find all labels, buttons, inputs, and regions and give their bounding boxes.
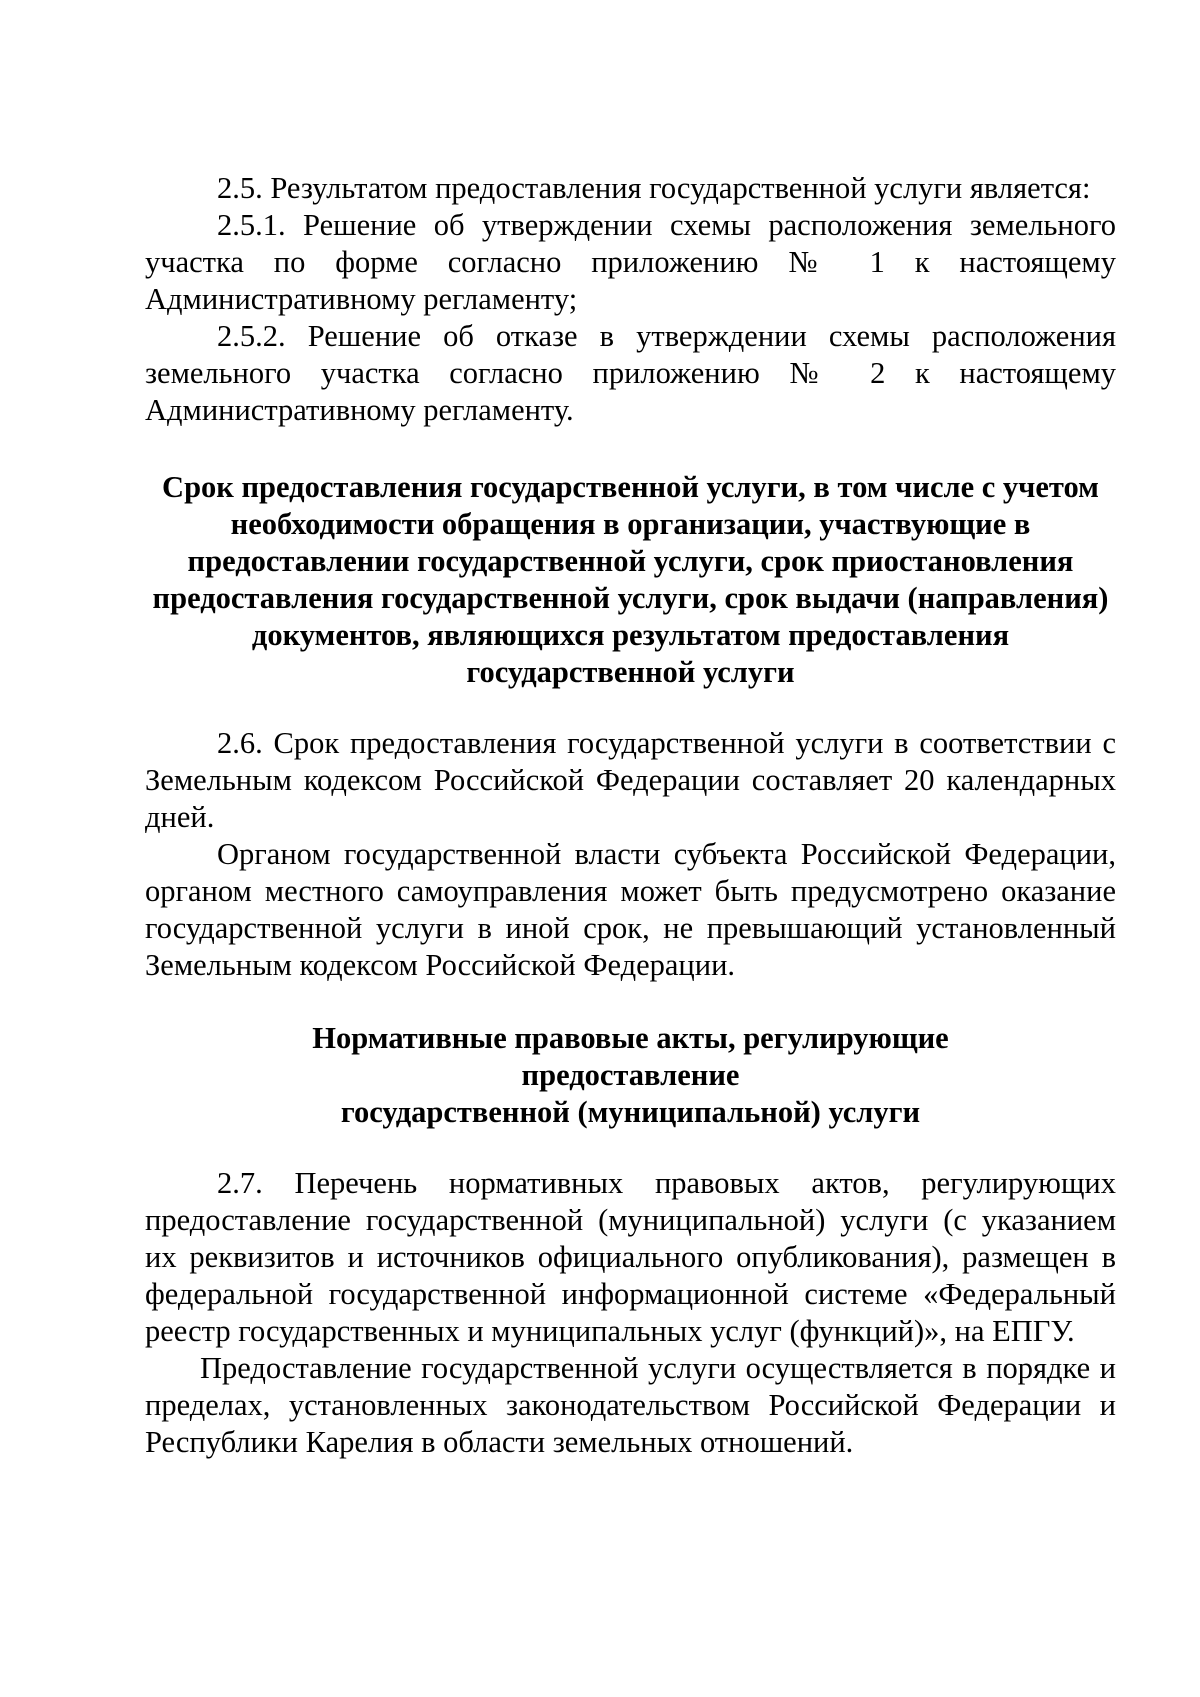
paragraph-2-7: 2.7. Перечень нормативных правовых актов, регулирующих предоставление государственной (муниципальной) услуги (с указанием их реквизитов и источников официального опубликования), размещен в федеральной государственной информационной системе «Федеральный реестр государственных и муниципальных услуг (функций)», на ЕПГУ. [145, 1166, 1116, 1348]
heading-normative-acts-line-1: Нормативные правовые акты, регулирующие [312, 1021, 949, 1055]
heading-normative-acts [145, 1020, 1116, 1131]
heading-normative-acts-line-3: государственной (муниципальной) услуги [340, 1095, 921, 1129]
paragraph-organ-term: Органом государственной власти субъекта Российской Федерации, органом местного самоуправления может быть предусмотрено оказание государственной услуги в иной срок, не превышающий установленный Земельным кодексом Российской Федерации. [145, 837, 1116, 982]
paragraph-2-5-2: 2.5.2. Решение об отказе в утверждении схемы расположения земельного участка согласно приложению № 2 к настоящему Административному регламенту. [145, 319, 1116, 427]
paragraph-provision: Предоставление государственной услуги осуществляется в порядке и пределах, установленных законодательством Российской Федерации и Республики Карелия в области земельных отношений. [145, 1351, 1116, 1459]
paragraph-2-5: 2.5. Результатом предоставления государственной услуги является: [217, 171, 1091, 205]
heading-service-term: Срок предоставления государственной услуги, в том числе с учетом необходимости обращения в организации, участвующие в предоставлении государственной услуги, срок приостановления предоставления государственной услуги, срок выдачи (направления) документов, являющихся результатом предоставления государственной услуги [152, 470, 1109, 689]
paragraph-2-5-1: 2.5.1. Решение об утверждении схемы расположения земельного участка по форме согласно приложению № 1 к настоящему Административному регламенту; [145, 208, 1116, 316]
heading-normative-acts-line-2: предоставление [521, 1058, 740, 1092]
paragraph-2-6: 2.6. Срок предоставления государственной услуги в соответствии с Земельным кодексом Российской Федерации составляет 20 календарных дней. [145, 726, 1116, 834]
